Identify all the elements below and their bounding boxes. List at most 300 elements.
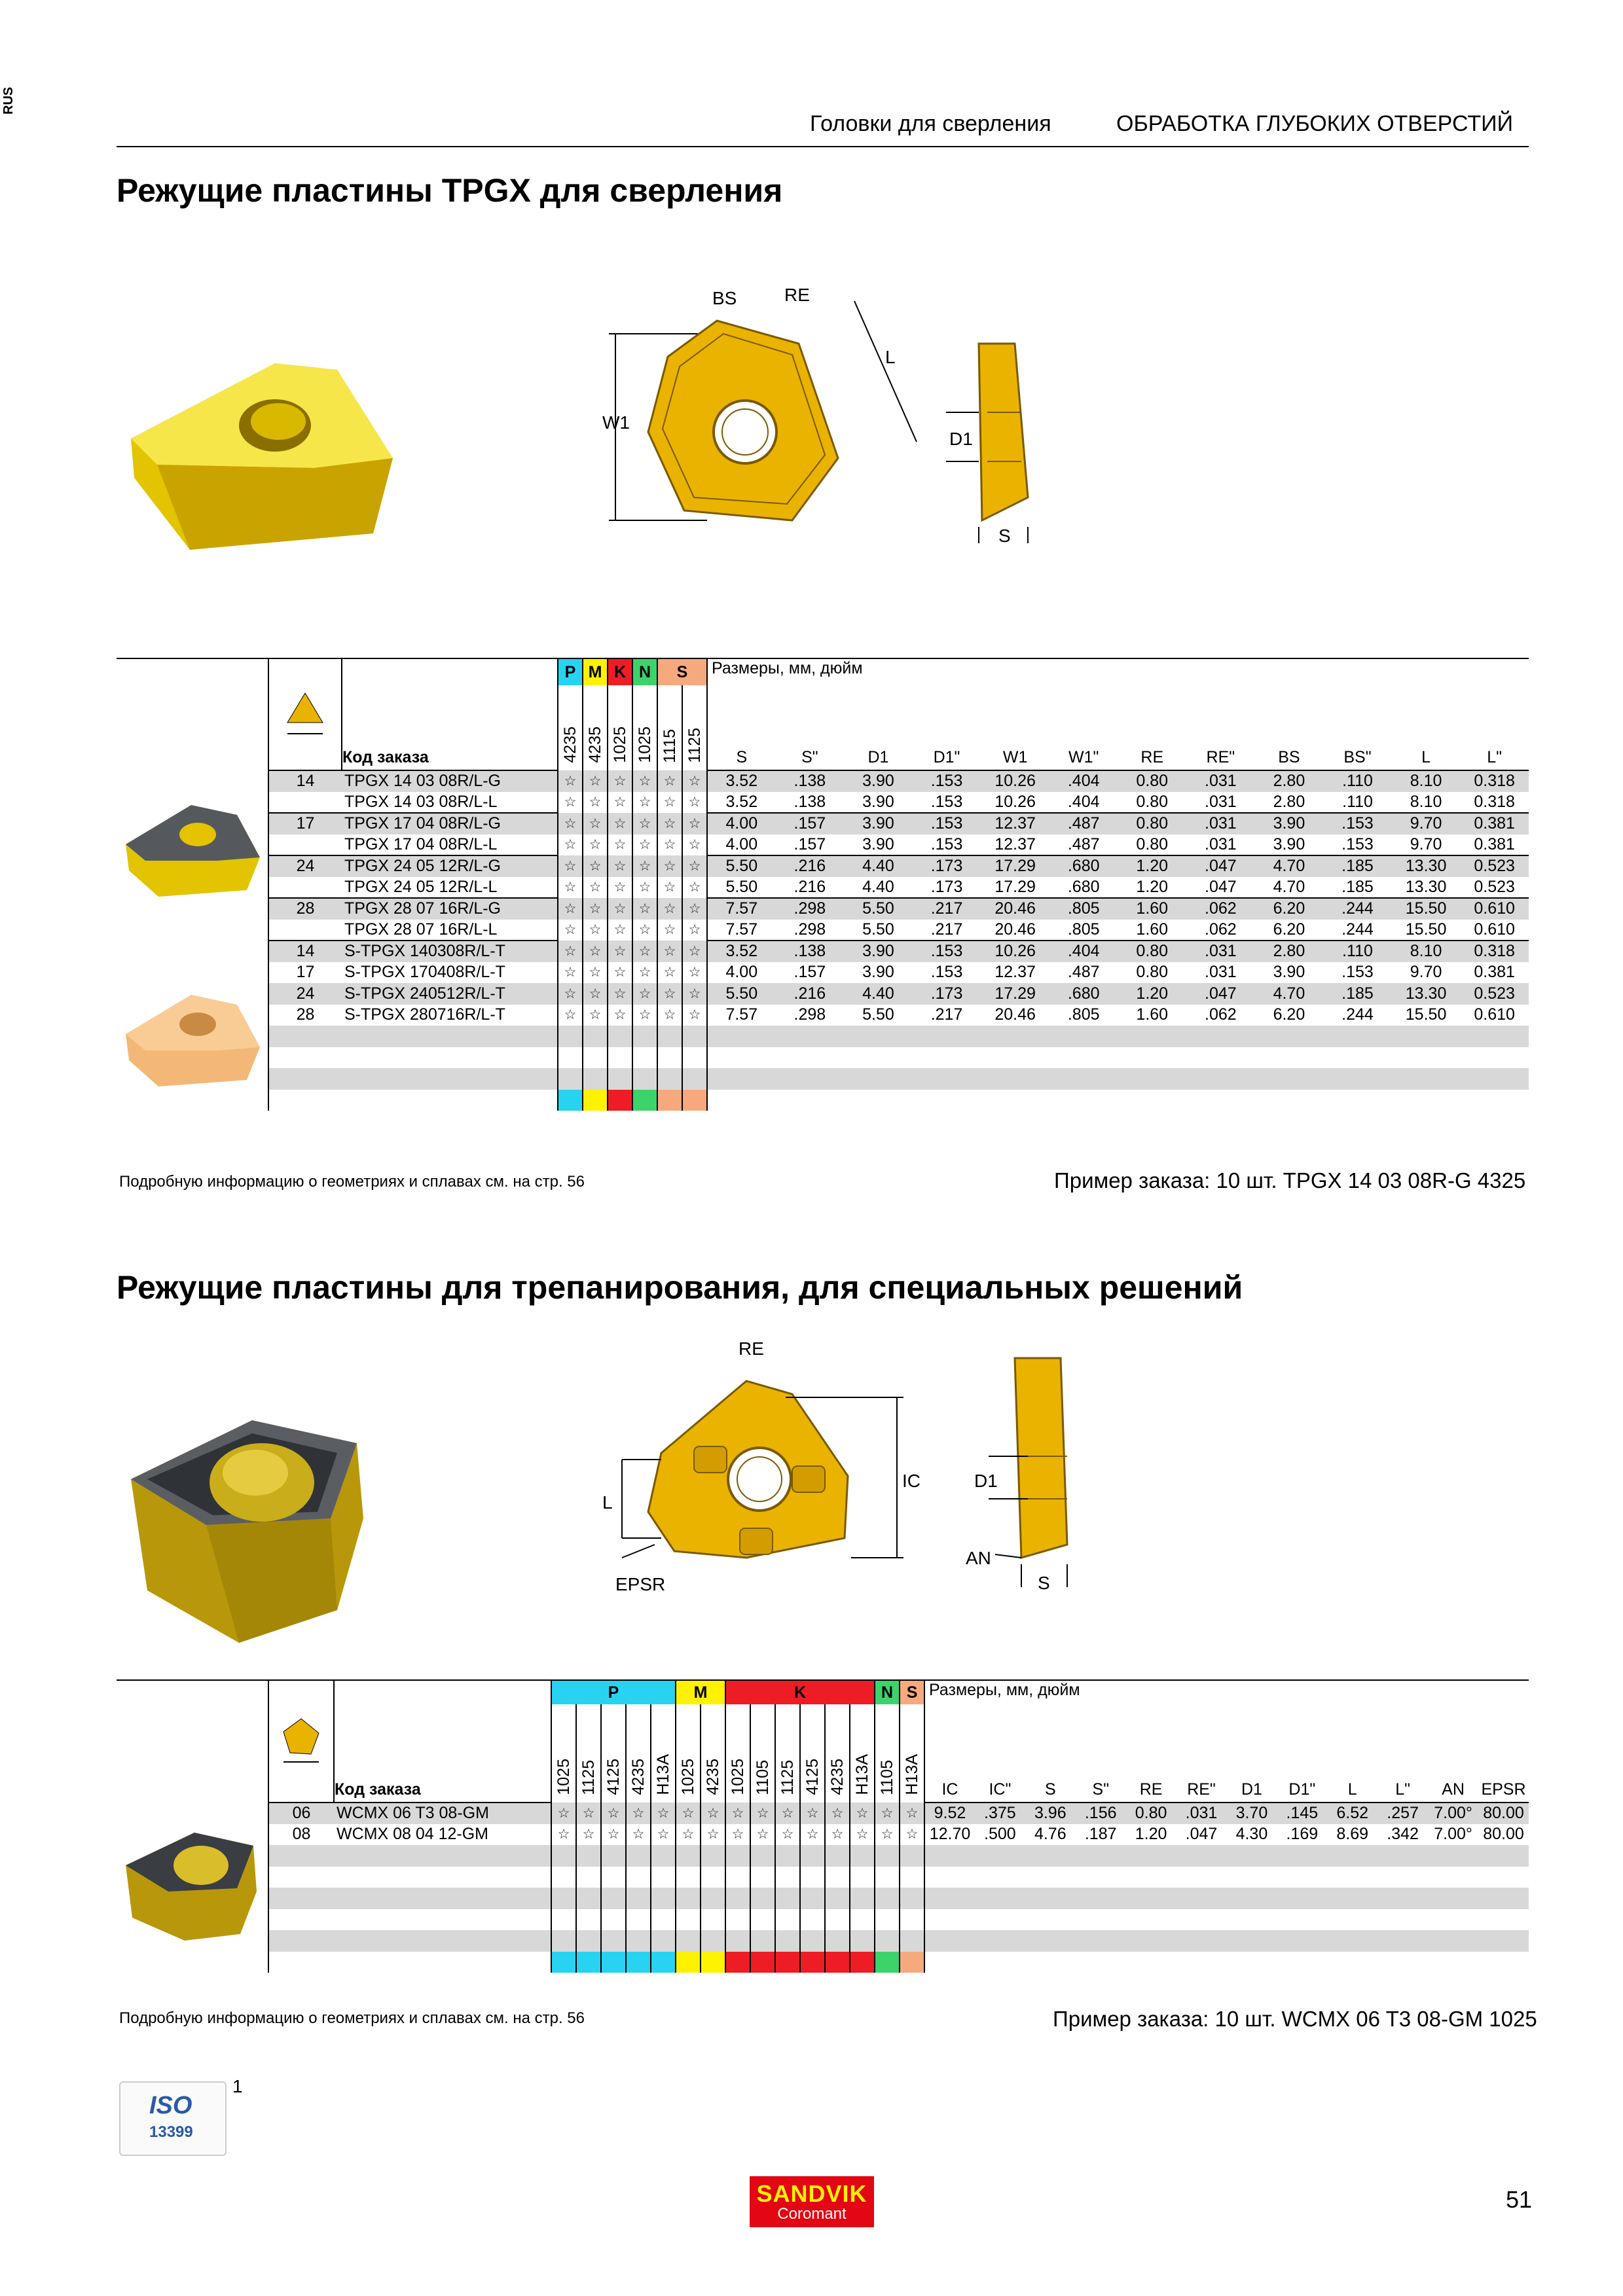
dim-value: 5.50: [725, 877, 758, 896]
dim-value: 3.90: [862, 963, 894, 982]
dim-value: 3.52: [707, 770, 776, 792]
size-cell: 06: [268, 1803, 334, 1824]
dim-value: .244: [1341, 1005, 1374, 1024]
grade-availability: ☆: [583, 792, 608, 814]
grade-group-m: M: [583, 659, 608, 685]
size-cell: 28: [268, 898, 342, 920]
grade-availability: ☆: [657, 898, 682, 920]
dim-value: 0.381: [1474, 834, 1515, 853]
dim-value: [981, 1068, 1049, 1090]
size-cell: [268, 792, 342, 814]
dim-value: 0.523: [1474, 877, 1515, 896]
dim-value: [1226, 1930, 1277, 1952]
image-column-header: [117, 659, 268, 770]
grade-availability: [701, 1867, 725, 1888]
dim-value: [1327, 1952, 1377, 1973]
dim-value: 0.80: [1136, 792, 1169, 811]
dim-value: 6.20: [1273, 1005, 1305, 1024]
grade-label: 1125: [778, 1760, 797, 1795]
table-row: [117, 1090, 1529, 1111]
dim-value: .257: [1377, 1803, 1428, 1824]
dim-value: 0.318: [1460, 941, 1529, 962]
grade-header: [850, 1704, 875, 1803]
dim-value: [1478, 1888, 1529, 1909]
size-cell: [268, 1845, 334, 1867]
grade-availability: ☆: [626, 1803, 651, 1824]
grade-availability: [551, 1867, 576, 1888]
size-cell: [268, 1952, 334, 1973]
grade-availability: ☆: [608, 813, 632, 834]
grade-header: [825, 1704, 850, 1803]
dim-value: [1118, 1047, 1186, 1069]
grade-availability: ☆: [775, 1803, 800, 1824]
grade-availability: [800, 1867, 825, 1888]
grade-availability: [676, 1867, 701, 1888]
dim-value: 9.70: [1410, 834, 1442, 853]
dim-value: [1323, 1026, 1392, 1047]
grade-availability: ☆: [608, 855, 632, 877]
grade-availability: ☆: [632, 983, 657, 1005]
dim-value: 0.80: [1126, 1803, 1176, 1824]
dim-value: 7.57: [725, 920, 758, 939]
label-w1: W1: [602, 412, 630, 433]
grade-availability: ☆: [682, 855, 707, 877]
dim-value: .805: [1067, 920, 1100, 939]
dim-value: 5.50: [862, 1005, 894, 1024]
grade-header: [682, 685, 707, 770]
grade-group-n: N: [875, 1681, 900, 1704]
header-section: Головки для сверления: [810, 111, 1051, 136]
dim-value: [1049, 1068, 1118, 1090]
grade-availability: [676, 1909, 701, 1931]
dim-value: 3.90: [844, 770, 913, 792]
iso-badge-title: ISO: [149, 2092, 192, 2119]
order-code: TPGX 14 03 08R/L-L: [344, 792, 498, 811]
order-code: [342, 1068, 558, 1090]
grade-availability: ☆: [558, 792, 583, 814]
grade-availability: [775, 1845, 800, 1867]
wcmx-dimension-drawing: [596, 1335, 1106, 1623]
dim-value: 0.318: [1474, 792, 1515, 811]
dim-value: [1255, 1090, 1324, 1111]
grade-availability: ☆: [725, 1803, 750, 1824]
grade-availability: ☆: [551, 1824, 576, 1846]
dim-value: .404: [1067, 792, 1100, 811]
grade-availability: [701, 1845, 725, 1867]
grade-availability: ☆: [682, 834, 707, 856]
grade-availability: ☆: [583, 813, 608, 834]
dim-value: 1.60: [1118, 898, 1186, 920]
dim-value: [1025, 1952, 1076, 1973]
dim-value: [924, 1888, 975, 1909]
grade-availability: ☆: [850, 1803, 875, 1824]
grade-availability: [750, 1952, 775, 1973]
grade-availability: [875, 1909, 900, 1931]
trigon-shape-icon: [278, 1713, 324, 1766]
dim-value: 2.80: [1273, 792, 1305, 811]
grade-availability: [725, 1952, 750, 1973]
grade-availability: [626, 1867, 651, 1888]
grade-header: [800, 1704, 825, 1803]
dim-value: 0.523: [1460, 855, 1529, 877]
grade-availability: [850, 1845, 875, 1867]
dim-value: .031: [1205, 792, 1237, 811]
order-code: S-TPGX 140308R/L-T: [342, 941, 558, 962]
grade-group-s: S: [657, 659, 707, 685]
dim-value: [1478, 1930, 1529, 1952]
dim-value: [913, 1068, 981, 1090]
dim-value: .031: [1176, 1803, 1227, 1824]
dim-value: [1377, 1888, 1428, 1909]
dim-value: [1126, 1888, 1176, 1909]
grade-availability: [800, 1952, 825, 1973]
dim-value: 3.90: [844, 941, 913, 962]
grade-availability: [583, 1068, 608, 1090]
grade-availability: ☆: [583, 834, 608, 856]
dim-value: .153: [913, 813, 981, 834]
dim-value: .500: [984, 1825, 1016, 1844]
size-cell: 14: [268, 770, 342, 792]
tpgx-g-insert-photo: [119, 798, 266, 903]
table-row: [117, 983, 1529, 1005]
dim-value: 12.70: [929, 1825, 971, 1844]
dim-value: [1277, 1952, 1327, 1973]
grade-availability: [576, 1930, 601, 1952]
dim-value: [1327, 1930, 1377, 1952]
dim-value: 1.60: [1136, 920, 1169, 939]
dim-value: [975, 1888, 1025, 1909]
grade-availability: ☆: [682, 792, 707, 814]
dim-value: 8.69: [1336, 1825, 1369, 1844]
grade-availability: [558, 1090, 583, 1111]
table-row: [117, 1824, 1529, 1846]
dim-value: .047: [1186, 983, 1255, 1005]
grade-availability: [682, 1068, 707, 1090]
sandvik-coromant-logo: [750, 2176, 874, 2227]
grade-availability: [626, 1909, 651, 1931]
grade-availability: [800, 1909, 825, 1931]
grade-availability: ☆: [608, 877, 632, 899]
dim-value: 0.80: [1118, 813, 1186, 834]
grade-availability: [725, 1867, 750, 1888]
dim-column-header: S": [1092, 1780, 1109, 1799]
dim-value: 4.70: [1273, 877, 1305, 896]
grade-availability: ☆: [900, 1803, 924, 1824]
order-code: [334, 1909, 551, 1931]
dim-value: [1176, 1888, 1227, 1909]
grade-availability: ☆: [608, 920, 632, 941]
dim-column-header: L": [1487, 748, 1503, 766]
grade-availability: ☆: [608, 792, 632, 814]
grade-availability: ☆: [682, 877, 707, 899]
grade-availability: [576, 1952, 601, 1973]
code-header: Код заказа: [342, 748, 429, 766]
dim-column-header: L: [1421, 748, 1431, 766]
dim-column-header: S: [1044, 1780, 1056, 1799]
grade-availability: ☆: [682, 962, 707, 984]
grade-availability: [725, 1930, 750, 1952]
dim-column-header: IC": [989, 1780, 1012, 1799]
grade-availability: ☆: [558, 813, 583, 834]
dim-value: 5.50: [707, 983, 776, 1005]
grade-label: 4125: [604, 1759, 623, 1795]
table-row: [117, 1888, 1529, 1909]
grade-availability: ☆: [651, 1824, 676, 1846]
grade-header: [900, 1704, 924, 1803]
grade-availability: ☆: [657, 962, 682, 984]
dim-value: [1118, 1068, 1186, 1090]
grade-availability: ☆: [701, 1803, 725, 1824]
grade-header: [651, 1704, 676, 1803]
grade-availability: [608, 1047, 632, 1069]
grade-availability: [651, 1909, 676, 1931]
grade-availability: [601, 1930, 626, 1952]
grade-availability: [651, 1930, 676, 1952]
grade-label: 4235: [585, 726, 604, 763]
grade-label: 4125: [803, 1759, 822, 1795]
grade-availability: ☆: [558, 877, 583, 899]
size-cell: [268, 1068, 342, 1090]
size-cell: 28: [268, 1005, 342, 1026]
dim-value: .062: [1205, 920, 1237, 939]
dim-value: 1.60: [1136, 1005, 1169, 1024]
grade-availability: [601, 1867, 626, 1888]
grade-availability: [551, 1845, 576, 1867]
grade-availability: ☆: [657, 941, 682, 962]
grade-availability: [825, 1888, 850, 1909]
grade-availability: ☆: [875, 1824, 900, 1846]
grade-availability: [900, 1845, 924, 1867]
dim-value: [1226, 1888, 1277, 1909]
grade-availability: ☆: [657, 813, 682, 834]
grade-availability: ☆: [632, 877, 657, 899]
table-row: [117, 962, 1529, 984]
dim-value: [981, 1026, 1049, 1047]
dim-value: 15.50: [1392, 898, 1461, 920]
grade-availability: ☆: [583, 920, 608, 941]
dim-value: [1377, 1845, 1428, 1867]
grade-availability: [601, 1845, 626, 1867]
dim-value: [1277, 1867, 1327, 1888]
dim-value: [1025, 1909, 1076, 1931]
dim-value: 3.90: [1273, 963, 1305, 982]
dims-caption: Размеры, мм, дюйм: [712, 659, 863, 677]
table-row: [117, 920, 1529, 941]
grade-availability: ☆: [558, 920, 583, 941]
dim-value: [913, 1047, 981, 1069]
dim-column-header: L: [1347, 1780, 1357, 1799]
dim-value: [975, 1909, 1025, 1931]
dim-value: [844, 1090, 913, 1111]
grade-availability: [632, 1047, 657, 1069]
grade-label: H13A: [653, 1754, 672, 1795]
dim-value: 8.10: [1392, 770, 1461, 792]
grade-availability: [725, 1845, 750, 1867]
grade-availability: [800, 1930, 825, 1952]
grade-availability: ☆: [632, 1005, 657, 1026]
grade-availability: ☆: [701, 1824, 725, 1846]
dim-value: 9.70: [1410, 963, 1442, 982]
size-cell: [268, 1909, 334, 1931]
dim-column-header: RE: [1140, 748, 1164, 766]
dim-value: [1226, 1867, 1277, 1888]
dim-value: .298: [776, 898, 845, 920]
dim-value: [1327, 1888, 1377, 1909]
dim-value: [1460, 1047, 1529, 1069]
size-cell: 17: [268, 813, 342, 834]
dim-value: [1377, 1952, 1428, 1973]
dim-column-header: D1: [867, 748, 889, 766]
dim-value: .157: [793, 963, 826, 982]
dim-value: 5.50: [707, 855, 776, 877]
dim-column-header: RE": [1206, 748, 1235, 766]
label-an: AN: [966, 1548, 991, 1568]
grade-availability: ☆: [558, 962, 583, 984]
dim-value: 0.523: [1460, 983, 1529, 1005]
grade-header: [775, 1704, 800, 1803]
dim-value: 3.70: [1226, 1803, 1277, 1824]
grade-availability: [701, 1888, 725, 1909]
grade-availability: ☆: [583, 941, 608, 962]
dim-column-header: S: [736, 748, 748, 766]
grade-availability: [825, 1909, 850, 1931]
size-cell: [268, 1090, 342, 1111]
order-code: TPGX 17 04 08R/L-L: [344, 834, 498, 853]
dim-value: .062: [1205, 1005, 1237, 1024]
dim-value: .153: [930, 834, 963, 853]
dim-value: 3.96: [1025, 1803, 1076, 1824]
label-re: RE: [739, 1338, 764, 1359]
grade-availability: ☆: [850, 1824, 875, 1846]
dim-column-header: IC: [941, 1780, 958, 1799]
dim-value: 3.90: [844, 813, 913, 834]
dim-value: 20.46: [994, 1005, 1036, 1024]
label-l: L: [602, 1492, 613, 1513]
grade-availability: ☆: [657, 1005, 682, 1026]
dim-value: 1.20: [1136, 877, 1169, 896]
grade-availability: [875, 1952, 900, 1973]
grade-availability: [725, 1888, 750, 1909]
dim-value: [1126, 1909, 1176, 1931]
dim-value: .298: [793, 1005, 826, 1024]
dim-value: [1076, 1845, 1126, 1867]
table-row: [117, 1845, 1529, 1867]
dim-value: [1126, 1867, 1176, 1888]
dim-value: .487: [1049, 813, 1118, 834]
order-code: [342, 1026, 558, 1047]
grade-availability: ☆: [632, 898, 657, 920]
order-code: TPGX 17 04 08R/L-G: [342, 813, 558, 834]
grade-header: [657, 685, 682, 770]
dim-value: .157: [776, 813, 845, 834]
grade-availability: [775, 1930, 800, 1952]
grade-label: 1115: [660, 729, 679, 763]
dim-value: 7.00°: [1428, 1803, 1478, 1824]
dim-value: [1176, 1930, 1227, 1952]
dim-value: .342: [1387, 1825, 1419, 1844]
dim-value: .173: [913, 855, 981, 877]
shape-icon-cell: [268, 659, 342, 770]
dim-value: 7.57: [707, 898, 776, 920]
grade-header: [725, 1704, 750, 1803]
order-code: [334, 1952, 551, 1973]
grade-availability: ☆: [800, 1824, 825, 1846]
grade-availability: [657, 1047, 682, 1069]
grade-availability: [676, 1845, 701, 1867]
grade-label: 1105: [877, 1760, 896, 1795]
dim-value: .031: [1186, 941, 1255, 962]
grade-availability: ☆: [583, 1005, 608, 1026]
label-s: S: [998, 526, 1011, 543]
grade-availability: ☆: [900, 1824, 924, 1846]
grade-availability: ☆: [825, 1824, 850, 1846]
order-code: TPGX 28 07 16R/L-G: [342, 898, 558, 920]
dim-value: 3.90: [862, 792, 894, 811]
grade-availability: [800, 1845, 825, 1867]
label-ic: IC: [902, 1471, 921, 1491]
dim-value: [1392, 1026, 1461, 1047]
dim-column-header: D1": [1288, 1780, 1316, 1799]
dim-value: 3.90: [1255, 813, 1324, 834]
dim-value: .145: [1277, 1803, 1327, 1824]
grade-availability: [626, 1930, 651, 1952]
grade-group-k: K: [608, 659, 632, 685]
dim-value: [1327, 1867, 1377, 1888]
dim-value: [1428, 1930, 1478, 1952]
dim-column-header: W1": [1068, 748, 1099, 766]
dim-value: 4.40: [862, 877, 894, 896]
dim-column-header: S": [801, 748, 818, 766]
grade-availability: ☆: [608, 962, 632, 984]
grade-header: [676, 1704, 701, 1803]
grade-availability: [551, 1888, 576, 1909]
grade-availability: ☆: [583, 983, 608, 1005]
grade-availability: ☆: [682, 941, 707, 962]
dim-value: [1392, 1068, 1461, 1090]
grade-availability: [900, 1888, 924, 1909]
grade-availability: [825, 1845, 850, 1867]
dim-value: .031: [1186, 770, 1255, 792]
dim-value: 13.30: [1405, 877, 1447, 896]
size-cell: [268, 834, 342, 856]
table-row: [117, 1047, 1529, 1069]
dim-value: .153: [930, 963, 963, 982]
grade-availability: ☆: [632, 941, 657, 962]
label-l: L: [885, 347, 896, 367]
grade-availability: ☆: [608, 898, 632, 920]
dim-value: .217: [913, 898, 981, 920]
grade-availability: [608, 1068, 632, 1090]
dim-value: [913, 1090, 981, 1111]
dim-value: [924, 1845, 975, 1867]
grade-availability: [651, 1952, 676, 1973]
tpgx-dimension-drawing: [602, 281, 1074, 543]
grade-availability: ☆: [583, 855, 608, 877]
dim-value: 4.40: [844, 983, 913, 1005]
grade-availability: ☆: [583, 770, 608, 792]
section1-note: Подробную информацию о геометриях и сплавах см. на стр. 56: [119, 1173, 585, 1191]
grade-availability: ☆: [682, 898, 707, 920]
order-code: S-TPGX 170408R/L-T: [344, 963, 505, 982]
grade-group-s: S: [900, 1681, 924, 1704]
dim-value: [1076, 1952, 1126, 1973]
dim-value: .375: [975, 1803, 1025, 1824]
size-cell: 14: [268, 941, 342, 962]
order-code: [342, 1090, 558, 1111]
dim-value: [1377, 1867, 1428, 1888]
grade-availability: ☆: [651, 1803, 676, 1824]
dim-value: [1277, 1888, 1327, 1909]
